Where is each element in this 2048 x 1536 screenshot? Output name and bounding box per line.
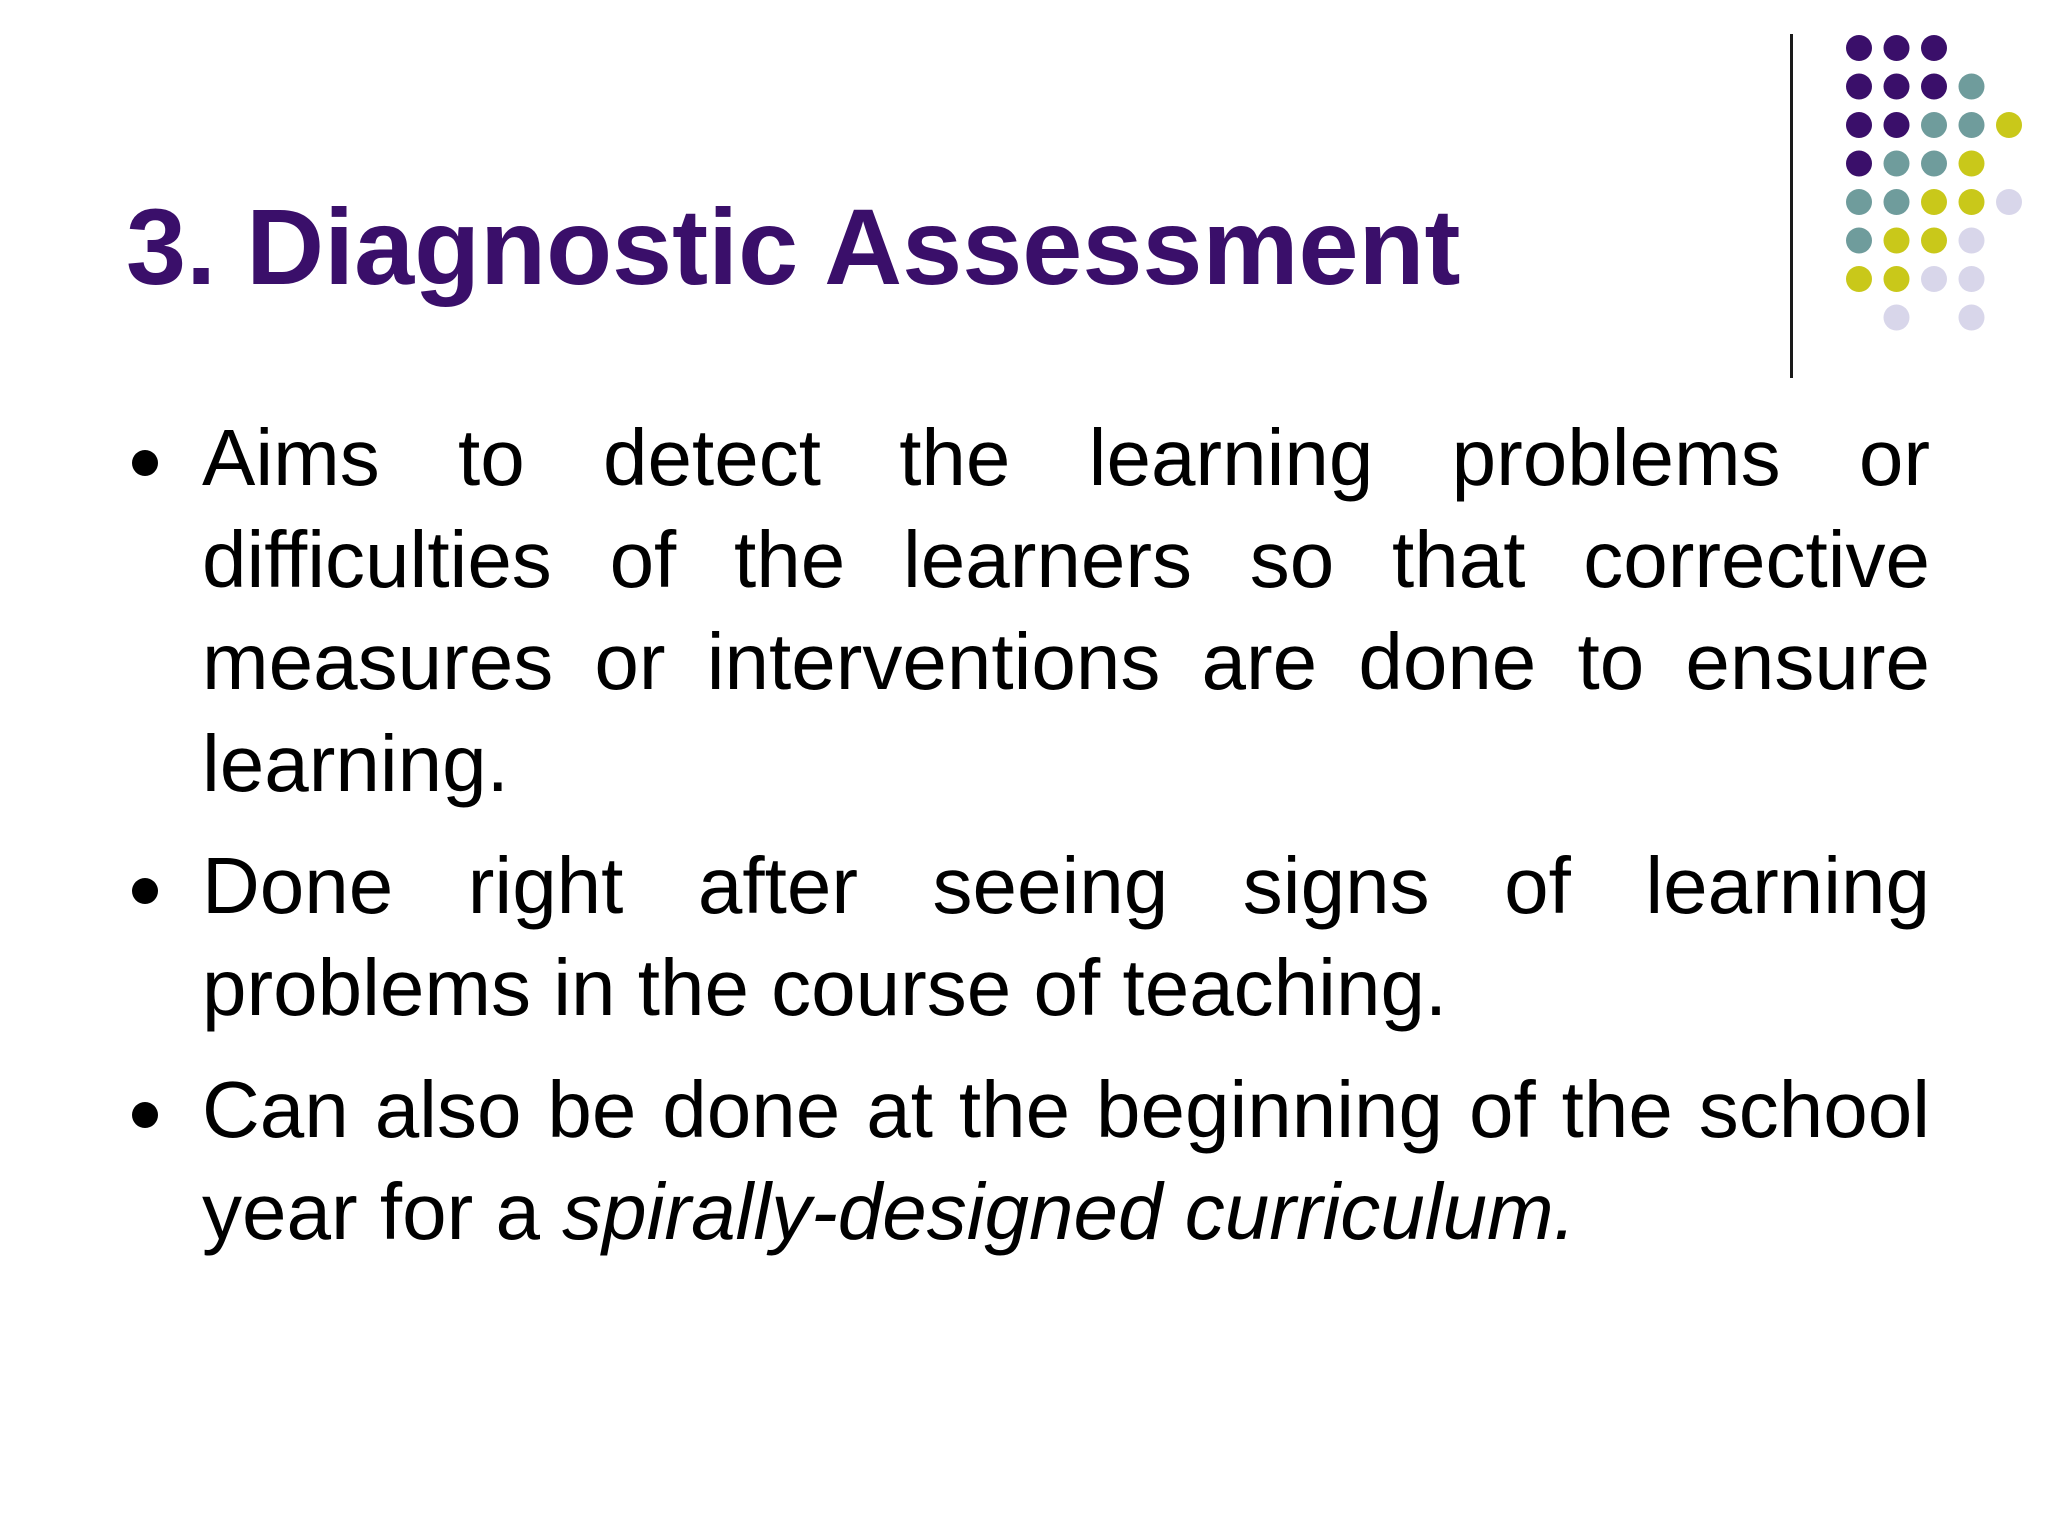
decorative-dot xyxy=(1884,266,1910,292)
decorative-dot xyxy=(1921,151,1947,177)
decorative-dot xyxy=(1846,151,1872,177)
decorative-dot xyxy=(1884,189,1910,215)
bullet-marker-icon xyxy=(132,878,158,904)
decorative-dot xyxy=(1846,189,1872,215)
decorative-dot xyxy=(1884,74,1910,100)
bullet-item-3 xyxy=(130,1059,1930,1263)
decorative-dot xyxy=(1959,305,1985,331)
bullet-list xyxy=(130,407,1930,1283)
bullet-text: Aims to detect the learning problems or difficulties of the learners so that corrective measures or interventions are done to ensure learning. xyxy=(202,413,1930,808)
decorative-dot xyxy=(1921,228,1947,254)
decorative-dot xyxy=(1959,151,1985,177)
bullet-text: Done right after seeing signs of learning problems in the course of teaching. xyxy=(202,841,1930,1032)
decorative-dot xyxy=(1846,228,1872,254)
decorative-dot xyxy=(1959,266,1985,292)
vertical-divider xyxy=(1790,34,1793,378)
decorative-dot xyxy=(1846,74,1872,100)
decorative-dot xyxy=(1884,151,1910,177)
bullet-marker-icon xyxy=(132,450,158,476)
decorative-dot xyxy=(1959,74,1985,100)
decorative-dot xyxy=(1846,35,1872,61)
decorative-dot xyxy=(1921,74,1947,100)
decorative-dot xyxy=(1996,112,2022,138)
decorative-dot xyxy=(1959,112,1985,138)
decorative-dot xyxy=(1921,266,1947,292)
bullet-marker-icon xyxy=(132,1102,158,1128)
decorative-dot xyxy=(1959,189,1985,215)
decorative-dot xyxy=(1846,112,1872,138)
decorative-dot xyxy=(1921,112,1947,138)
bullet-item-2 xyxy=(130,835,1930,1039)
decorative-dot xyxy=(1884,228,1910,254)
decorative-dot xyxy=(1846,266,1872,292)
decorative-dot xyxy=(1884,305,1910,331)
decorative-dot xyxy=(1959,228,1985,254)
decorative-dot xyxy=(1996,189,2022,215)
slide-title: 3. Diagnostic Assessment xyxy=(126,186,1461,307)
bullet-text xyxy=(202,1059,1930,1263)
bullet-text-italic: spirally-designed curriculum. xyxy=(562,1167,1576,1256)
decorative-dot xyxy=(1884,35,1910,61)
bullet-text-regular: Can also be done at the beginning of the school year for a xyxy=(202,1065,1930,1256)
decorative-dot xyxy=(1884,112,1910,138)
decorative-dot xyxy=(1921,35,1947,61)
bullet-item-1 xyxy=(130,407,1930,815)
decorative-dot xyxy=(1921,189,1947,215)
